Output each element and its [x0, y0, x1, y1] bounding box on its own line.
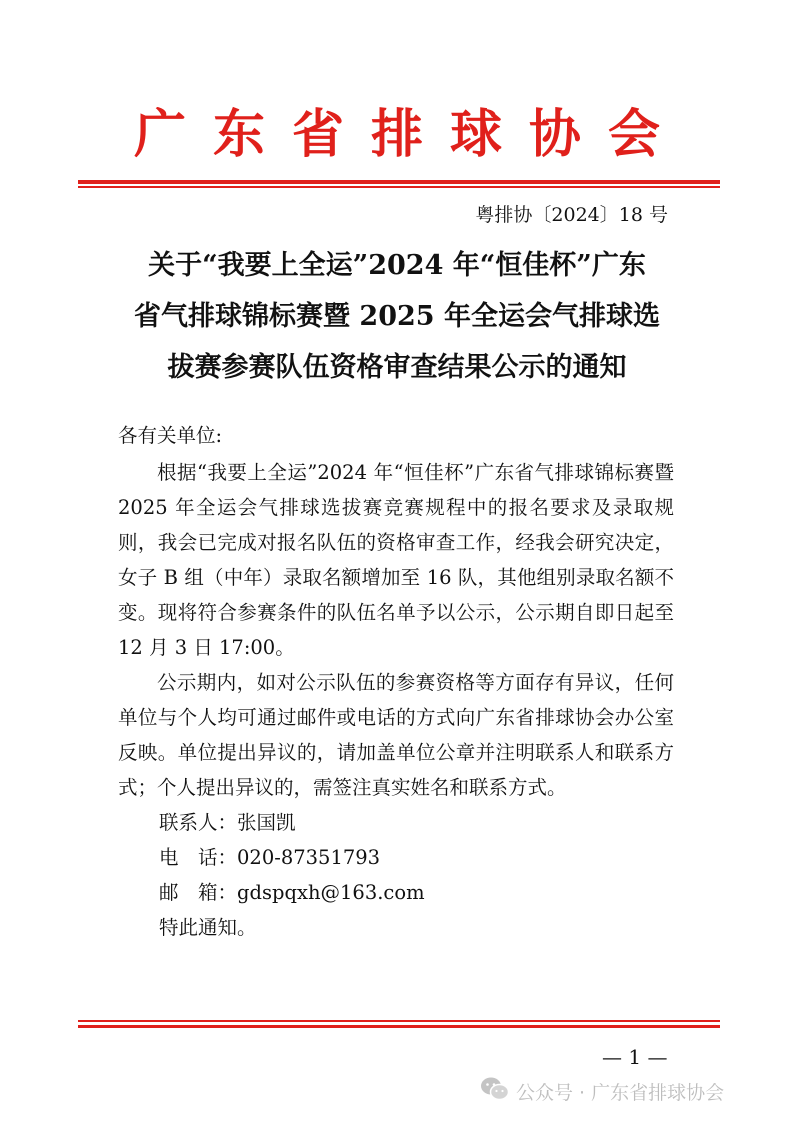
- footer-thin-rule: [78, 1020, 720, 1022]
- document-body: [118, 418, 674, 945]
- paragraph-2: 公示期内，如对公示队伍的参赛资格等方面存有异议，任何单位与个人均可通过邮件或电话的方式向广东省排球协会办公室反映。单位提出异议的，请加盖单位公章并注明联系人和联系方式；个人提出异议的，需签注真实姓名和联系方式。: [118, 671, 674, 799]
- document-title: [100, 240, 694, 393]
- salutation: 各有关单位:: [118, 424, 223, 447]
- contact-person-value: 张国凯: [237, 811, 296, 834]
- page-number: — 1 —: [602, 1045, 668, 1069]
- contact-email: [118, 875, 674, 910]
- contact-person: [118, 805, 674, 840]
- contact-phone-value: 020-87351793: [237, 846, 381, 869]
- contact-phone-label: 电 话：: [159, 846, 238, 869]
- header-thick-rule: [78, 180, 720, 184]
- title-line-3: 拔赛参赛队伍资格审查结果公示的通知: [167, 352, 627, 383]
- contact-person-label: 联系人：: [159, 811, 238, 834]
- closing-line: 特此通知。: [159, 916, 257, 939]
- footer-thick-rule: [78, 1025, 720, 1028]
- paragraph-1: 根据“我要上全运”2024 年“恒佳杯”广东省气排球锦标赛暨2025 年全运会气排球选拔赛竞赛规程中的报名要求及录取规则，我会已完成对报名队伍的资格审查工作，经我会研究决定，女子 B 组（中年）录取名额增加至 16 队，其他组别录取名额不变。现将符合参赛条件的队伍名单予以公示，公示期自即日起至 12 月 3 日 17:00。: [118, 461, 674, 659]
- wechat-watermark: [480, 1075, 724, 1107]
- contact-phone: [118, 840, 674, 875]
- title-line-2: 省气排球锦标赛暨 2025 年全运会气排球选: [134, 301, 660, 332]
- document-number: 粤排协〔2024〕18 号: [475, 204, 668, 226]
- contact-email-label: 邮 箱：: [159, 881, 238, 904]
- contact-email-value[interactable]: gdspqxh@163.com: [237, 881, 425, 904]
- organization-masthead: 广东省排球协会: [133, 105, 687, 165]
- header-thin-rule: [78, 186, 720, 188]
- wechat-icon: [480, 1076, 510, 1107]
- watermark-text: 公众号 · 广东省排球协会: [516, 1081, 725, 1104]
- title-line-1: 关于“我要上全运”2024 年“恒佳杯”广东: [148, 250, 646, 281]
